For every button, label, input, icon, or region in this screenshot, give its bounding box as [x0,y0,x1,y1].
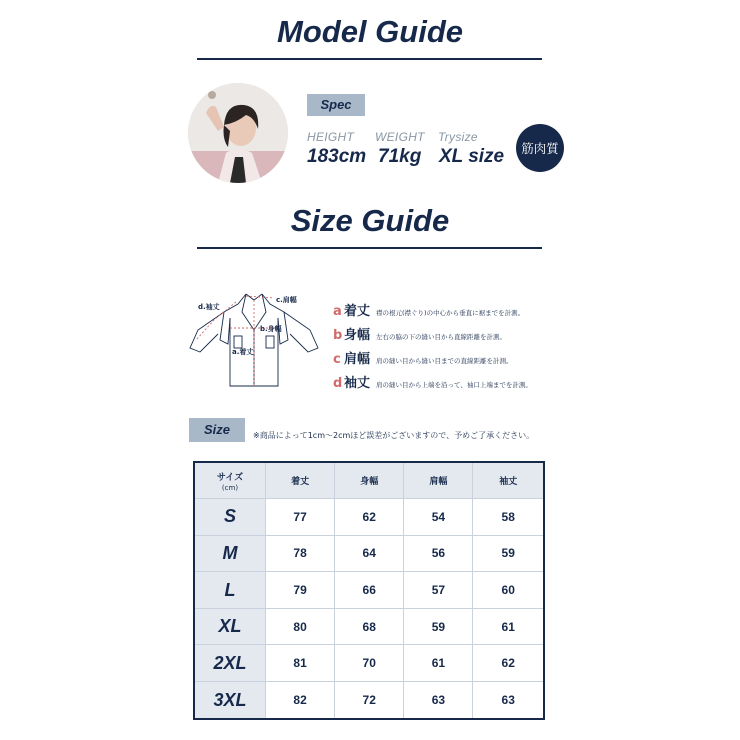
table-row [194,535,544,572]
size-guide-rule [197,247,542,249]
table-cell: 59 [404,608,473,645]
model-avatar [188,83,288,183]
row-size: S [194,499,266,536]
table-cell: 79 [266,572,335,609]
legend-name: 袖丈 [344,376,371,391]
diagram-label-a: a.着丈 [232,348,254,356]
table-cell: 59 [473,535,544,572]
table-row [194,499,544,536]
table-cell: 70 [335,645,404,682]
table-cell: 63 [404,682,473,719]
legend-name: 身幅 [344,328,371,343]
row-size: M [194,535,266,572]
legend-item-a [333,300,524,319]
table-cell: 66 [335,572,404,609]
trysize-label: Trysize [438,130,478,144]
table-cell: 81 [266,645,335,682]
table-cell: 63 [473,682,544,719]
legend-letter: c [333,352,341,367]
table-row [194,682,544,719]
header-col: 着丈 [266,462,335,499]
header-size [194,462,266,499]
table-cell: 62 [473,645,544,682]
size-tag: Size [189,418,245,442]
size-table [193,461,545,720]
header-size-unit: (cm) [221,483,239,492]
table-header-row [194,462,544,499]
header-size-label: サイズ [216,472,244,483]
table-cell: 78 [266,535,335,572]
table-row [194,572,544,609]
body-type-badge: 筋肉質 [516,124,564,172]
row-size: L [194,572,266,609]
legend-name: 肩幅 [344,352,371,367]
table-cell: 61 [473,608,544,645]
table-cell: 60 [473,572,544,609]
row-size: 3XL [194,682,266,719]
table-row [194,645,544,682]
legend-name: 着丈 [344,304,371,319]
table-cell: 64 [335,535,404,572]
spec-tag: Spec [307,94,365,116]
legend-desc: 肩の縫い目から上端を沿って、袖口上端までを計測。 [376,381,532,389]
size-note: ※商品によって1cm〜2cmほど誤差がございますので、予めご了承ください。 [253,431,535,440]
weight-value: 71kg [378,146,422,167]
model-photo-icon [188,83,288,183]
legend-letter: b [333,328,343,343]
table-cell: 80 [266,608,335,645]
table-cell: 54 [404,499,473,536]
row-size: XL [194,608,266,645]
model-guide-rule [197,58,542,60]
model-guide-title: Model Guide [277,14,463,49]
legend-desc: 襟の根元(襟ぐり)の中心から垂直に裾までを計測。 [376,309,525,317]
table-cell: 57 [404,572,473,609]
table-cell: 77 [266,499,335,536]
table-cell: 68 [335,608,404,645]
height-label: HEIGHT [307,130,355,144]
legend-desc: 肩の縫い目から縫い目までの直線距離を計測。 [376,357,513,365]
table-row [194,608,544,645]
legend-letter: a [333,304,342,319]
legend-item-b [333,324,506,343]
table-cell: 82 [266,682,335,719]
table-cell: 62 [335,499,404,536]
legend-letter: d [333,376,343,391]
diagram-label-d: d.袖丈 [198,303,220,311]
header-col: 身幅 [335,462,404,499]
legend-desc: 左右の脇の下の縫い目から直線距離を計測。 [376,333,507,341]
header-col: 肩幅 [404,462,473,499]
table-cell: 72 [335,682,404,719]
legend-item-d [333,372,532,391]
row-size: 2XL [194,645,266,682]
height-value: 183cm [307,146,367,167]
diagram-label-b: b.身幅 [260,325,282,333]
header-col: 袖丈 [473,462,544,499]
coat-diagram [184,290,324,397]
diagram-label-c: c.肩幅 [276,296,297,304]
legend-item-c [333,348,513,367]
size-guide-title: Size Guide [290,203,450,238]
weight-label: WEIGHT [375,130,425,144]
table-cell: 58 [473,499,544,536]
trysize-value: XL size [439,146,505,167]
table-cell: 61 [404,645,473,682]
table-cell: 56 [404,535,473,572]
